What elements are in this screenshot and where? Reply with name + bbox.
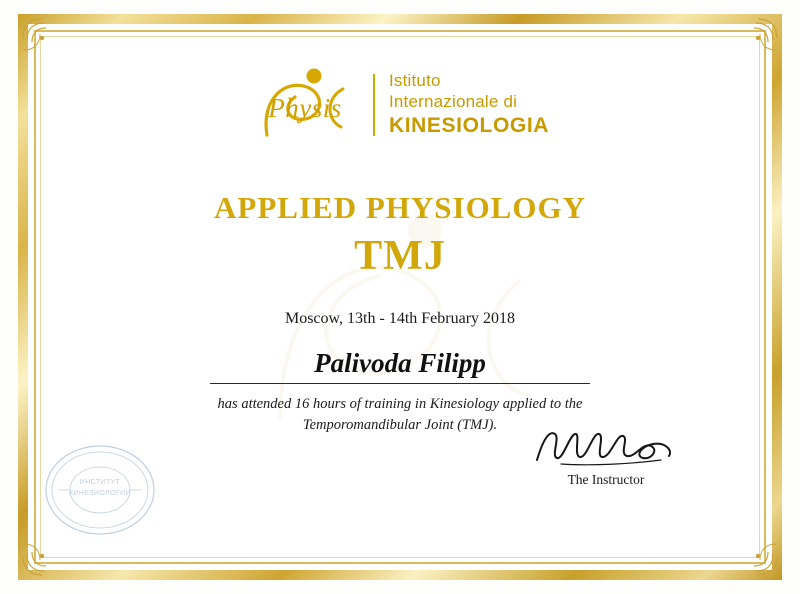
award-statement-line-2: Temporomandibular Joint (TMJ). xyxy=(302,417,498,434)
corner-ornament-icon xyxy=(734,16,780,62)
institute-line-3: KINESIOLOGIA xyxy=(388,113,550,137)
instructor-label: The Instructor xyxy=(567,472,645,487)
corner-ornament-icon xyxy=(734,532,780,578)
certificate-title: APPLIED PHYSIOLOGY xyxy=(214,190,586,225)
signature-block xyxy=(506,424,706,488)
handwritten-signature-icon xyxy=(506,424,706,470)
logo-divider xyxy=(373,74,375,136)
brand-wordmark: Physis xyxy=(268,93,342,123)
stamp-line-1: ИНСТИТУТ xyxy=(79,479,121,486)
institute-line-1: Istituto xyxy=(388,71,441,91)
award-statement-line-1: has attended 16 hours of training in Kinesiology applied to the xyxy=(217,396,583,412)
recipient-block xyxy=(210,348,590,384)
stamp-line-2: КИНЕЗИОЛОГИИ xyxy=(69,489,131,497)
institute-line-2: Internazionale di xyxy=(388,92,518,112)
recipient-underline xyxy=(210,383,590,384)
certificate-subtitle: TMJ xyxy=(354,233,446,279)
certificate-content xyxy=(60,52,740,542)
place-and-date: Moscow, 13th - 14th February 2018 xyxy=(284,310,516,327)
recipient-name: Palivoda Filipp xyxy=(314,348,486,378)
physis-swoosh-icon xyxy=(251,63,359,147)
official-stamp xyxy=(38,438,162,542)
institute-name xyxy=(389,71,549,138)
stamp-text xyxy=(38,478,162,499)
brand-logo xyxy=(60,62,740,148)
